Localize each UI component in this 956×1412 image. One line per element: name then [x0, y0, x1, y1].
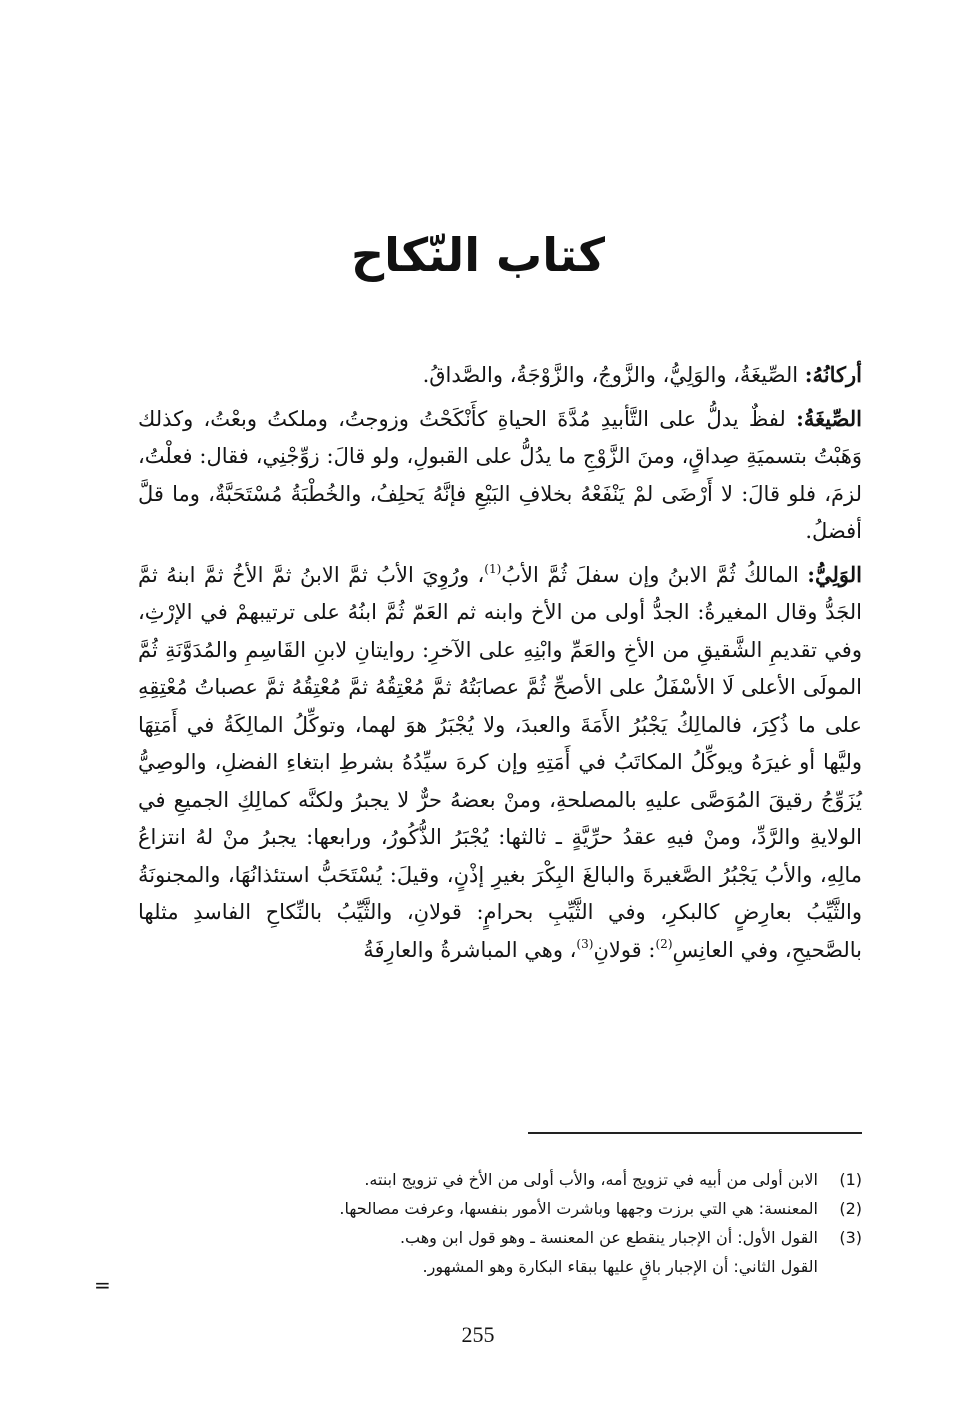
main-text	[138, 356, 862, 974]
paragraph-text: ، وهي المباشرةُ والعارِفَةُ	[363, 937, 577, 962]
paragraph-text: : قولانِ	[593, 937, 656, 962]
page-number: 255	[461, 1322, 495, 1347]
chapter-title: كتاب النّكاح	[350, 228, 606, 282]
footnote-item	[150, 1165, 862, 1194]
footnote-text: القول الثاني: أن الإجبار باقٍ عليها ببقاء البكارة وهو المشهور.	[422, 1257, 818, 1276]
paragraph-sigha	[138, 400, 862, 551]
footnote-text: الابن أولى من أبيه في تزويج أمه، والأب أولى من الأخ في تزويج ابنته.	[364, 1170, 818, 1189]
term-wali: الوَلِيُّ:	[807, 561, 862, 587]
footnote-number: (3)	[839, 1228, 862, 1247]
footnote-item	[150, 1252, 862, 1281]
paragraph-arkan	[138, 356, 862, 395]
term-arkan: أركانُهُ:	[804, 362, 862, 387]
footnotes	[150, 1165, 862, 1281]
paragraph-text: الصِّيغَةُ، والوَلِيُّ، والزَّوجُ، والزَّوْجَةُ، والصَّداقُ.	[422, 363, 805, 387]
paragraph-text: لفظٌ يدلُّ على التَّأبيدِ مُدَّةَ الحياةِ كأَنْكَحْتُ وزوجتُ، وملكتُ وبعْتُ، وكذلك وَهَبْتُ بتسميَةِ صِداقٍ، ومنَ الزَّوْجِ ما يدُلُّ على القبولِ، ولو قالَ: زوِّجْنِي، فقال: فعلْتُ، لزمَ، فلو قالَ: لا أَرْضَى لمْ يَنْفَعْهُ بخلافِ البَيْعِ فإنَّهُ يَحلِفُ، والخُطْبَةُ مُسْتَحَبَّةٌ، وما قلَّ أفضلُ.	[138, 406, 862, 543]
footnote-ref-3[interactable]: (3)	[576, 936, 594, 951]
paragraph-wali	[138, 556, 862, 970]
footnote-number: (2)	[839, 1199, 862, 1218]
paragraph-text: ، ورُوِيَ الأبُ ثمَّ الابنُ ثمَّ الأخُ ثمَّ ابنهُ ثمَّ الجَدُّ وقال المغيرةُ: الجدُّ أولى من الأخ وابنه ثم العَمّ ثُمَّ ابنُهُ على ترتيبهمْ في الإرْثِ، وفي تقديمِ الشَّقيقِ من الأخِ والعَمِّ وابْنِهِ على الآخرِ: روايتانِ لابنِ القَاسِمِ والمُدَوَّنَةِ ثُمَّ المولَى الأعلى لَا الأسْفَلُ على الأصحِّ ثُمَّ عصابَتُهُ ثمَّ مُعْتِقُهُ ثمَّ مُعْتِقُهُ ثمَّ عصباتُ مُعْتِقِهِ على ما ذُكِرَ، فالمالِكُ يَجْبُرُ الأَمَةَ والعبدَ، ولا يُجْبَرُ هوَ لهما، وتوكِّلُ المالِكَةُ في أَمَتِهَا وليَّها أو غيرَهُ ويوكِّلُ المكاتَبُ في أَمَتِهِ وإن كرهَ سيِّدُهُ بشرطِ ابتغاءِ الفضلِ، والوصِيُّ يُزَوِّجُ رقيقَ المُوَصَّى عليهِ بالمصلحةِ، ومنْ بعضهُ حرٌّ لا يجبرُ ولكنَّه كمالِكِ الجميعِ في الولايةِ والرَّدِّ، ومنْ فيهِ عقدُ حرِّيَّةٍ ـ ثالثها: يُجْبَرُ الذُّكُورُ، ورابعها: يجبرُ منْ لهُ انتزاعُ مالِهِ، والأبُ يَجْبُرُ الصَّغيرةَ والبالغَ البِكْرَ بغيرِ إذْنٍ، وقيلَ: يُسْتَحَبُّ استئذانُهَا، والمجنونَةُ والثَّيِّبُ بعارِضٍ كالبكرِ، وفي الثَّيِّبِ بحرامٍ: قولانِ، والثَّيِّبُ بالنِّكاحِ الفاسدِ مثلها بالصَّحيحِ، وفي العانِسِ	[138, 562, 862, 962]
term-sigha: الصِّيغَةُ:	[796, 405, 862, 431]
footnote-separator	[528, 1132, 862, 1134]
footnote-item	[150, 1223, 862, 1252]
footnote-ref-2[interactable]: (2)	[655, 936, 673, 951]
footnote-text: المعنسة: هي التي برزت وجهها وباشرت الأمور بنفسها، وعرفت مصالحها.	[339, 1199, 818, 1218]
continuation-mark: =	[94, 1273, 111, 1297]
footnote-item	[150, 1194, 862, 1223]
footnote-text: القول الأول: أن الإجبار ينقطع عن المعنسة ـ وهو قول ابن وهب.	[399, 1228, 818, 1247]
paragraph-text: المالكُ ثُمَّ الابنُ وإن سفلَ ثُمَّ الأبُ	[501, 562, 808, 587]
footnote-number: (1)	[839, 1170, 862, 1189]
footnote-number	[818, 1252, 862, 1281]
footnote-ref-1[interactable]: (1)	[484, 561, 502, 576]
